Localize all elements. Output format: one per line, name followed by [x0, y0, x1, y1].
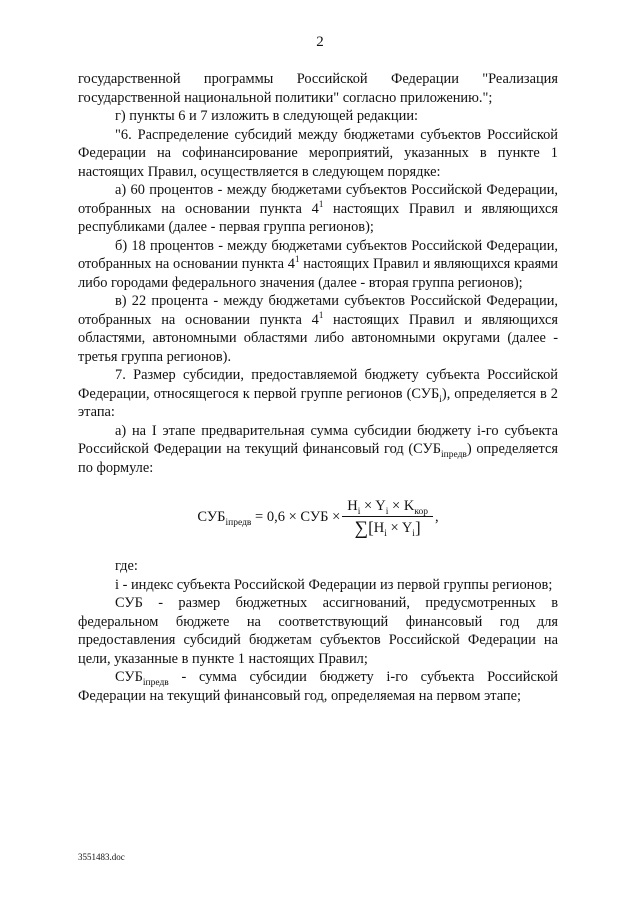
page-number: 2 — [316, 34, 324, 50]
paragraph-point-7 — [78, 366, 558, 422]
subitem-b-text: б) 18 процентов - между бюджетами субъектов Российской Федерации, отобранных на основании пункта 4 — [78, 237, 558, 272]
formula-coefficient: = 0,6 × СУБ × — [251, 508, 341, 525]
formula-fraction — [342, 497, 433, 538]
subitem-a-text: а) 60 процентов - между бюджетами субъектов Российской Федерации, отобранных на основании пункта 4 — [78, 182, 558, 217]
subitem-v-text: в) 22 процента - между бюджетами субъектов Российской Федерации, отобранных на основании пункта 4 — [78, 293, 558, 328]
superscript-1: 1 — [318, 198, 324, 209]
point-7-text: 7. Размер субсидии, предоставляемой бюджету субъекта Российской Федерации, относящегося к первой группе регионов (СУБ — [78, 367, 558, 402]
paragraph-def-i: i - индекс субъекта Российской Федерации из первой группы регионов; — [115, 576, 553, 593]
formula-comma: , — [434, 508, 439, 525]
stage-1-text: а) на I этапе предварительная сумма субсидии бюджету i-го субъекта Российской Федерации на текущий финансовый год (СУБ — [78, 422, 558, 457]
subitem-a-text-end: настоящих Правил и являющихся республиками (далее - первая группа регионов); — [78, 200, 558, 235]
def-term: СУБ — [115, 669, 143, 685]
formula — [78, 477, 558, 557]
paragraph-subitem-v — [78, 292, 558, 366]
paragraph-subitem-b — [78, 237, 558, 293]
paragraph-def-sub-ipredv — [78, 668, 558, 705]
paragraph-point-6: "6. Распределение субсидий между бюджетами субъектов Российской Федерации на софинансирование мероприятий, указанных в пункте 1 настоящих Правил, осуществляется в следующем порядке: — [78, 126, 558, 180]
formula-denominator: $\sum[H_i \times Y_i]$ — [354, 518, 421, 539]
formula-lhs: $СУБ_{iпредв}$ — [197, 508, 252, 528]
paragraph-subitem-a — [78, 181, 558, 237]
subscript-ipredv: iпредв — [142, 677, 169, 688]
stage-1-text-end: ) определяется по формуле: — [78, 441, 559, 476]
formula-numerator: $H_i \times Y_i \times K_{кор}$ — [347, 497, 428, 517]
paragraph-stage-1 — [78, 422, 558, 478]
superscript-1: 1 — [294, 254, 300, 265]
paragraph-item-g: г) пункты 6 и 7 изложить в следующей редакции: — [115, 108, 419, 124]
def-text: - сумма субсидии бюджету i-го субъекта Российской Федерации на текущий финансовый год, определяемая на первом этапе; — [78, 669, 558, 704]
footer-filename: 3551483.doc — [78, 852, 125, 862]
superscript-1: 1 — [318, 309, 324, 320]
subitem-v-text-end: настоящих Правил и являющихся областями, автономными областями либо автономными округами (далее - третья группа регионов). — [78, 311, 558, 365]
paragraph-continuation: государственной программы Российской Федерации "Реализация государственной национальной политики" согласно приложению."; — [78, 71, 558, 106]
subitem-b-text-end: настоящих Правил и являющихся краями либо городами федерального значения (далее - вторая группа регионов); — [78, 256, 558, 291]
point-7-text-end: ), определяется в 2 этапа: — [78, 385, 558, 420]
subscript-ipredv: iпредв — [441, 449, 467, 460]
paragraph-where: где: — [115, 558, 138, 574]
document-body — [78, 70, 558, 705]
subscript-i: i — [439, 394, 442, 405]
paragraph-def-sub: СУБ - размер бюджетных ассигнований, предусмотренных в федеральном бюджете на соответствующий финансовый год для предоставления субсидий бюджетам субъектов Российской Федерации на цели, указанные в пункте 1 настоящих Правил; — [78, 595, 558, 667]
